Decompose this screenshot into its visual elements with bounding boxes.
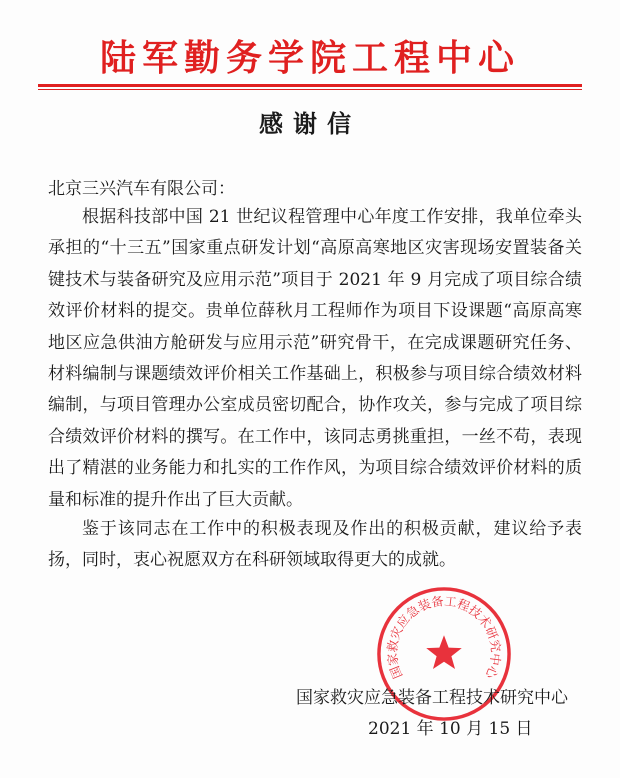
letter-paragraph-1: 根据科技部中国 21 世纪议程管理中心年度工作安排，我单位牵头承担的“十三五”国家重点研发计划“高原高寒地区灾害现场安置装备关键技术与装备研究及应用示范”项目于 2021 年 9 月完成了项目综合绩效评价材料的提交。贵单位薛秋月工程师作为项目下设课题“高原高寒地区应急供油方舱研发与应用示范”研究骨干，在完成课题研究任务、材料编制与课题绩效评价相关工作基础上，积极参与项目综合绩效材料编制，与项目管理办公室成员密切配合，协作攻关，参与完成了项目综合绩效评价材料的撰写。在工作中，该同志勇挑重担，一丝不苟，表现出了精湛的业务能力和扎实的工作作风，为项目综合绩效评价材料的质量和标准的提升作出了巨大贡献。 (48, 207, 582, 510)
letterhead-org-name: 陆军勤务学院工程中心 (99, 38, 520, 79)
letter-paragraph-2: 鉴于该同志在工作中的积极表现及作出的积极贡献，建议给予表扬，同时，衷心祝愿双方在科研领域取得更大的成就。 (48, 519, 582, 571)
letterhead-rule-thick (38, 84, 582, 87)
signature-date: 2021 年 10 月 15 日 (368, 719, 533, 739)
seal-text: 国家救灾应急装备工程技术研究中心 (385, 594, 503, 681)
letter-title: 感谢信 (259, 110, 361, 138)
letter-salutation: 北京三兴汽车有限公司： (48, 179, 235, 199)
letterhead-rule-thin (38, 89, 582, 90)
seal-star-icon (426, 635, 461, 669)
signature-organization: 国家救灾应急装备工程技术研究中心 (296, 688, 568, 708)
